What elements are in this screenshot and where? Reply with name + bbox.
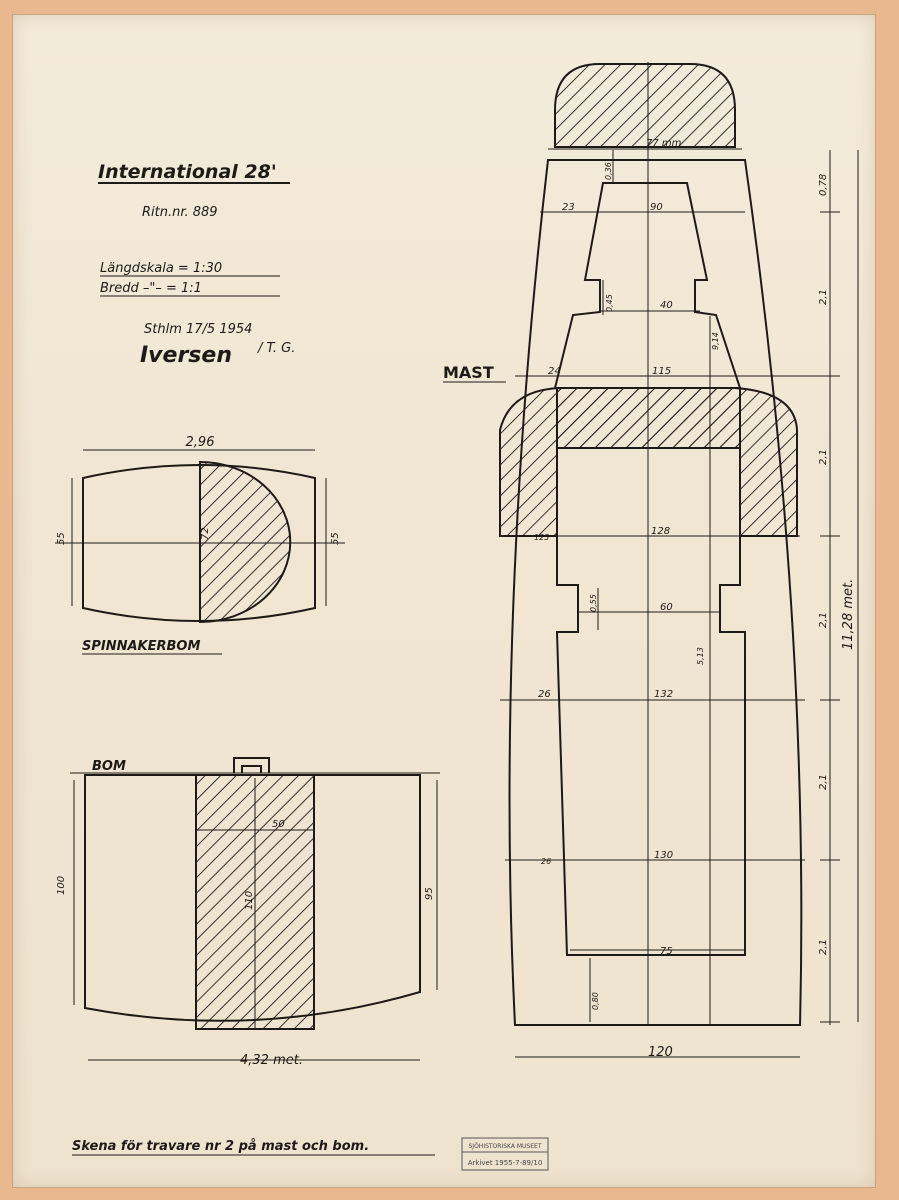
mast-dim-11: 60 — [660, 602, 673, 613]
mast-dim-9: 128 — [651, 526, 671, 537]
mast-section — [443, 62, 858, 1060]
mast-total-length: 11,28 met. — [841, 578, 856, 650]
signature: Iversen — [140, 343, 232, 368]
mast-dim-7: 115 — [652, 366, 672, 377]
museum-stamp — [462, 1138, 548, 1170]
footer-caption: Skena för travare nr 2 på mast och bom. — [72, 1139, 370, 1154]
mast-dim-15: 26 — [541, 857, 552, 866]
mast-right-dim-1: 2,1 — [818, 289, 829, 305]
drawing-title: International 28' — [98, 161, 277, 183]
spinnaker-dim-right: 55 — [330, 532, 341, 545]
mast-dim-4: 40 — [660, 300, 673, 311]
mast-dim-13: 26 — [538, 689, 551, 700]
mast-right-dim-4: 2,1 — [818, 774, 829, 790]
mast-dim-6: 24 — [548, 366, 561, 377]
bom-dim-left: 100 — [56, 875, 67, 895]
spinnaker-dim-center: 72 — [200, 527, 211, 540]
drawing-date: Sthlm 17/5 1954 — [144, 322, 253, 337]
mast-dim-14: 132 — [654, 689, 674, 700]
mast-dim-8: 125 — [534, 533, 550, 542]
bom-dim-width: 50 — [272, 819, 285, 830]
bom-dim-center: 110 — [244, 890, 255, 910]
spinnaker-dim-left: 55 — [56, 532, 67, 545]
bom-label: BOM — [92, 759, 126, 774]
bom-section — [56, 758, 440, 1068]
mast-dim-19: 120 — [648, 1045, 673, 1060]
mast-label: MAST — [443, 363, 494, 382]
mast-dim-12: 5,13 — [696, 647, 705, 665]
spinnaker-label: SPINNAKERBOM — [82, 639, 201, 654]
mast-dim-1: 23 — [562, 202, 575, 213]
mast-dim-10: 0,55 — [589, 594, 598, 612]
mast-right-dim-0: 0,78 — [818, 173, 829, 196]
stamp-line2: Arkivet 1955-7-89/10 — [467, 1159, 543, 1167]
mast-dim-5: 9,14 — [711, 332, 720, 350]
mast-right-dim-5: 2,1 — [818, 939, 829, 955]
mast-top-width: 77 mm — [646, 138, 682, 149]
mast-dim-3: 0,45 — [605, 294, 614, 312]
mast-dim-18: 0,80 — [591, 992, 600, 1010]
spinnaker-section — [55, 435, 345, 654]
mast-right-dim-3: 2,1 — [818, 612, 829, 628]
scale-length: Längdskala = 1:30 — [100, 261, 223, 276]
drawing-number: Ritn.nr. 889 — [142, 205, 218, 220]
mast-dim-17: 75 — [660, 946, 673, 957]
bom-dim-length: 4,32 met. — [240, 1053, 303, 1068]
bom-dim-right: 95 — [424, 887, 435, 900]
initials: / T. G. — [258, 341, 296, 356]
mast-right-dim-2: 2,1 — [818, 449, 829, 465]
mast-dim-0: 0,36 — [604, 162, 613, 180]
spinnaker-dim-top: 2,96 — [185, 435, 215, 450]
mast-dim-2: 90 — [650, 202, 663, 213]
stamp-line1: SJÖHISTORISKA MUSEET — [468, 1143, 542, 1150]
scale-width: Bredd –"– = 1:1 — [100, 281, 202, 296]
mast-dim-16: 130 — [654, 850, 674, 861]
